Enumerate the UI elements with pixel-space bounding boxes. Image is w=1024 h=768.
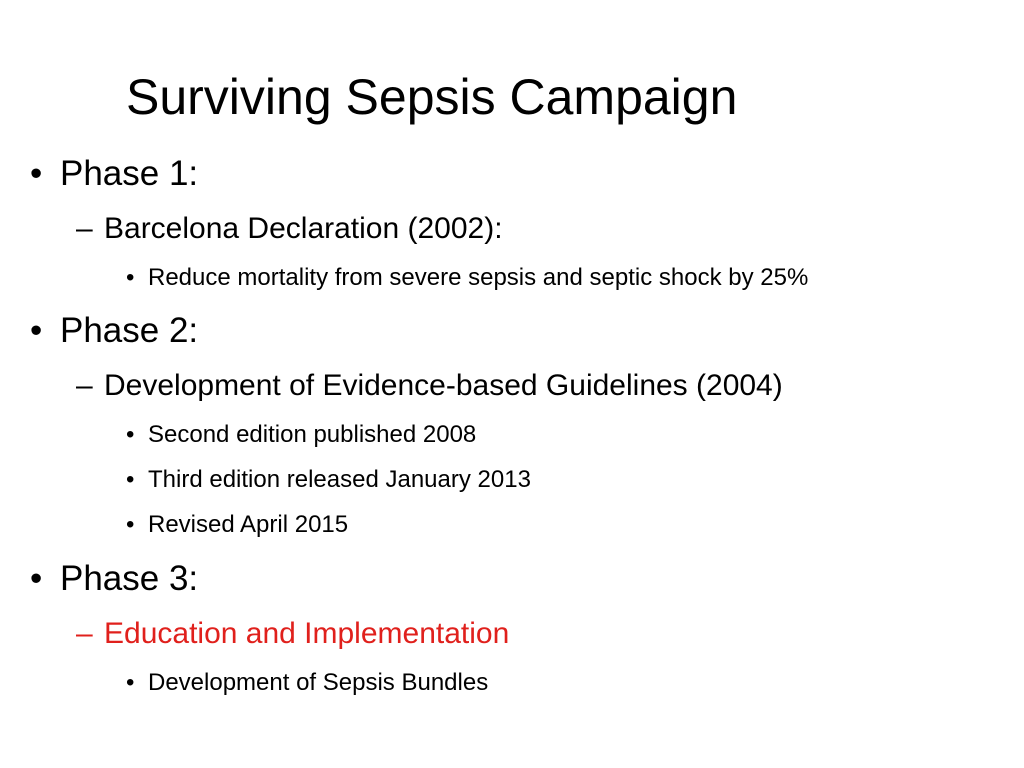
bullet-text: Third edition released January 2013 (148, 466, 531, 493)
sub-sub-bullet-bundles (126, 667, 488, 699)
bullet-marker: • (126, 511, 135, 538)
bullet-phase-2 (30, 309, 198, 353)
bullet-text: Phase 1: (60, 154, 199, 193)
dash-marker: – (76, 617, 93, 650)
dash-marker: – (76, 369, 93, 402)
bullet-phase-1 (30, 152, 198, 196)
bullet-marker: • (126, 421, 135, 448)
bullet-marker: • (126, 669, 135, 696)
bullet-text: Revised April 2015 (148, 511, 349, 538)
bullet-text: Education and Implementation (104, 617, 510, 650)
bullet-marker: • (126, 264, 135, 291)
bullet-text: Reduce mortality from severe sepsis and septic shock by 25% (148, 264, 809, 291)
bullet-marker: • (30, 154, 43, 193)
dash-marker: – (76, 212, 93, 245)
bullet-text: Development of Sepsis Bundles (148, 669, 489, 696)
sub-sub-bullet-revised (126, 509, 348, 541)
bullet-marker: • (30, 311, 43, 350)
bullet-text: Phase 2: (60, 311, 199, 350)
bullet-phase-3 (30, 557, 198, 601)
bullet-marker: • (30, 559, 43, 598)
sub-sub-bullet-reduce-mortality (126, 262, 808, 294)
sub-bullet-education (76, 614, 509, 654)
bullet-text: Barcelona Declaration (2002): (104, 212, 503, 245)
bullet-text: Development of Evidence-based Guidelines (2004) (104, 369, 783, 402)
bullet-text: Second edition published 2008 (148, 421, 477, 448)
bullet-marker: • (126, 466, 135, 493)
sub-sub-bullet-third-edition (126, 464, 531, 496)
sub-sub-bullet-second-edition (126, 419, 476, 451)
slide-title: Surviving Sepsis Campaign (126, 69, 738, 125)
sub-bullet-guidelines (76, 366, 783, 406)
sub-bullet-barcelona (76, 209, 503, 249)
bullet-text: Phase 3: (60, 559, 199, 598)
